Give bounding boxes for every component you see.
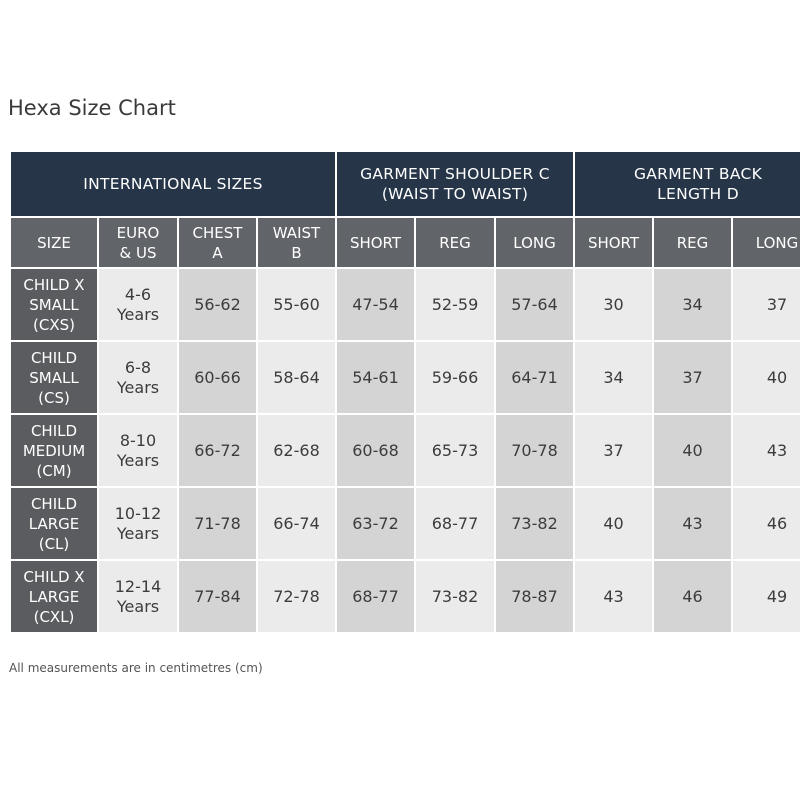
column-header-line: SHORT (587, 233, 640, 252)
measurement-cell: 52-59 (415, 268, 495, 341)
euro-us-cell (98, 560, 178, 633)
size-label-line: (CXL) (33, 607, 75, 626)
measurement-cell: 43 (653, 487, 732, 560)
column-header-line: & US (119, 243, 157, 262)
measurement-cell: 46 (732, 487, 800, 560)
size-label-line: LARGE (28, 514, 80, 533)
measurement-cell: 46 (653, 560, 732, 633)
column-header-line: A (212, 243, 223, 262)
group-header-line: LENGTH D (657, 185, 739, 203)
size-rows (10, 268, 800, 633)
column-header-back-reg (653, 217, 732, 268)
euro-us-line: Years (116, 304, 160, 324)
group-header-line: GARMENT BACK (633, 165, 763, 183)
column-header-line: SIZE (37, 233, 71, 252)
column-header-line: LONG (513, 233, 556, 252)
size-label-line: (CM) (36, 461, 72, 480)
measurement-cell: 73-82 (415, 560, 495, 633)
euro-us-cell (98, 414, 178, 487)
measurement-cell: 56-62 (178, 268, 257, 341)
euro-us-line: 12-14 (114, 576, 162, 596)
size-label-line: (CS) (38, 388, 70, 407)
column-header-line: EURO (116, 223, 160, 242)
measurement-cell: 68-77 (336, 560, 415, 633)
group-header-international-sizes (10, 151, 336, 217)
measurement-cell: 34 (574, 341, 653, 414)
euro-us-line: 10-12 (114, 503, 162, 523)
size-label-line: (CXS) (33, 315, 75, 334)
column-header-row (10, 217, 800, 268)
euro-us-line: 8-10 (119, 430, 157, 450)
size-label-line: LARGE (28, 587, 80, 606)
size-label-line: MEDIUM (22, 441, 86, 460)
measurement-cell: 58-64 (257, 341, 336, 414)
measurement-cell: 60-66 (178, 341, 257, 414)
measurement-cell: 71-78 (178, 487, 257, 560)
measurement-cell: 70-78 (495, 414, 574, 487)
size-label-line: SMALL (29, 295, 79, 314)
table-row (10, 341, 800, 414)
size-label-line: (CL) (38, 534, 70, 553)
column-header-chest (178, 217, 257, 268)
measurement-cell: 37 (574, 414, 653, 487)
measurement-cell: 40 (653, 414, 732, 487)
measurement-cell: 55-60 (257, 268, 336, 341)
size-label-line: CHILD (30, 494, 78, 513)
size-label-line: CHILD (30, 348, 78, 367)
column-header-line: B (291, 243, 302, 262)
group-header-garment-back-length (574, 151, 800, 217)
measurement-cell: 40 (574, 487, 653, 560)
table-row (10, 560, 800, 633)
column-header-line: WAIST (272, 223, 321, 242)
measurement-cell: 57-64 (495, 268, 574, 341)
euro-us-line: Years (116, 523, 160, 543)
measurement-cell: 65-73 (415, 414, 495, 487)
column-header-line: REG (439, 233, 471, 252)
column-header-waist (257, 217, 336, 268)
measurement-cell: 63-72 (336, 487, 415, 560)
euro-us-line: Years (116, 450, 160, 470)
measurement-cell: 78-87 (495, 560, 574, 633)
measurement-cell: 77-84 (178, 560, 257, 633)
euro-us-cell (98, 268, 178, 341)
measurement-cell: 62-68 (257, 414, 336, 487)
measurement-cell: 49 (732, 560, 800, 633)
measurement-cell: 47-54 (336, 268, 415, 341)
chart-title: Hexa Size Chart (8, 96, 176, 120)
column-header-shoulder-long (495, 217, 574, 268)
measurement-cell: 54-61 (336, 341, 415, 414)
measurement-cell: 73-82 (495, 487, 574, 560)
euro-us-line: 4-6 (124, 284, 152, 304)
euro-us-line: Years (116, 596, 160, 616)
column-header-euro-us (98, 217, 178, 268)
column-header-line: LONG (755, 233, 799, 252)
euro-us-line: 6-8 (124, 357, 152, 377)
size-label-cell (10, 268, 98, 341)
euro-us-cell (98, 487, 178, 560)
size-label-line: CHILD (30, 421, 78, 440)
measurement-cell: 72-78 (257, 560, 336, 633)
size-label-line: CHILD X (23, 275, 85, 294)
column-header-line: SHORT (349, 233, 402, 252)
group-header-line: GARMENT SHOULDER C (360, 165, 550, 183)
column-header-size (10, 217, 98, 268)
column-header-back-short (574, 217, 653, 268)
column-header-line: CHEST (192, 223, 243, 242)
size-label-line: CHILD X (23, 567, 85, 586)
size-chart-table (9, 150, 800, 634)
column-header-shoulder-short (336, 217, 415, 268)
size-label-cell (10, 487, 98, 560)
measurement-cell: 37 (653, 341, 732, 414)
table-row (10, 487, 800, 560)
size-label-cell (10, 414, 98, 487)
size-label-line: SMALL (29, 368, 79, 387)
size-label-cell (10, 560, 98, 633)
measurement-cell: 37 (732, 268, 800, 341)
measurement-cell: 34 (653, 268, 732, 341)
table-row (10, 268, 800, 341)
column-header-shoulder-reg (415, 217, 495, 268)
measurement-cell: 40 (732, 341, 800, 414)
measurement-cell: 30 (574, 268, 653, 341)
euro-us-line: Years (116, 377, 160, 397)
group-header-line: INTERNATIONAL SIZES (83, 175, 263, 193)
euro-us-cell (98, 341, 178, 414)
size-label-cell (10, 341, 98, 414)
measurement-cell: 64-71 (495, 341, 574, 414)
table-row (10, 414, 800, 487)
measurement-cell: 43 (574, 560, 653, 633)
measurement-cell: 66-72 (178, 414, 257, 487)
group-header-row (10, 151, 800, 217)
column-header-line: REG (676, 233, 709, 252)
measurement-cell: 68-77 (415, 487, 495, 560)
column-header-back-long (732, 217, 800, 268)
measurement-cell: 59-66 (415, 341, 495, 414)
group-header-line: (WAIST TO WAIST) (381, 185, 529, 203)
footnote: All measurements are in centimetres (cm) (9, 661, 263, 675)
measurement-cell: 66-74 (257, 487, 336, 560)
measurement-cell: 60-68 (336, 414, 415, 487)
measurement-cell: 43 (732, 414, 800, 487)
group-header-garment-shoulder (336, 151, 574, 217)
